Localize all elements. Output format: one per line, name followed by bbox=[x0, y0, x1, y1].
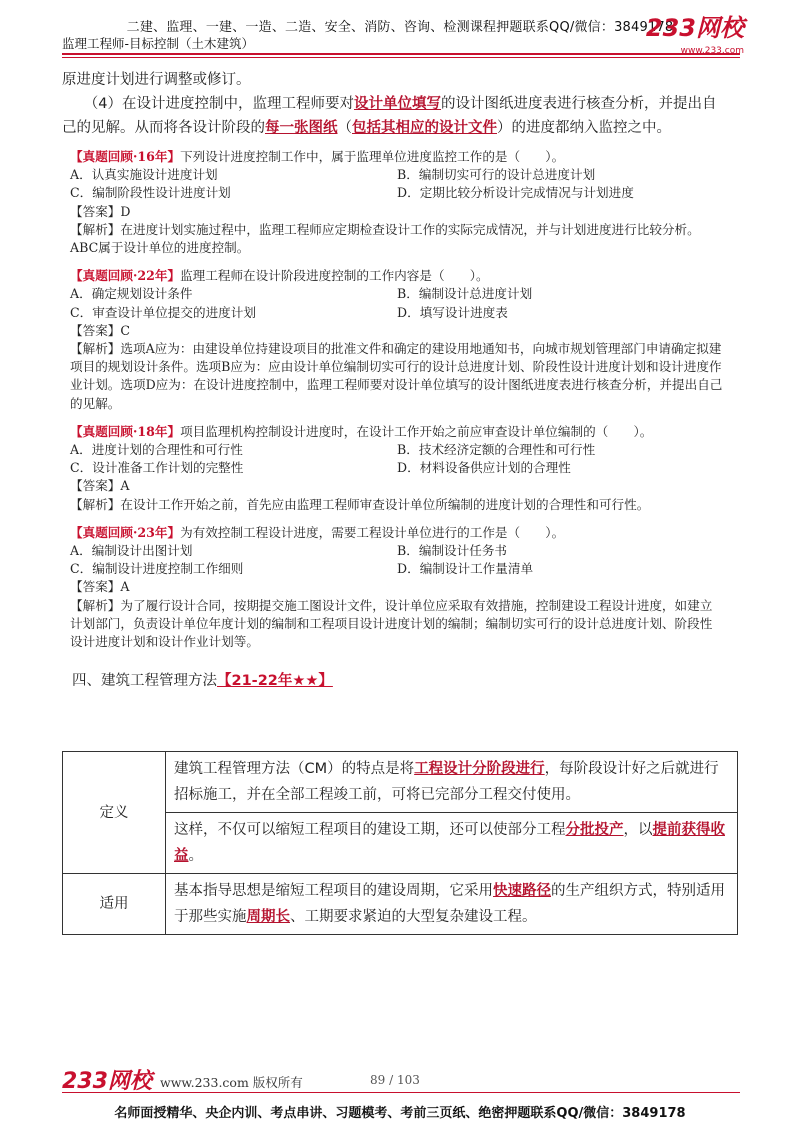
text: 建筑工程管理方法（CM）的特点是将 bbox=[174, 761, 415, 777]
table-cell bbox=[166, 813, 738, 874]
question-tag: 【真题回顾·23年】 bbox=[70, 524, 181, 540]
intro-paragraph bbox=[62, 92, 724, 140]
option: D．材料设备供应计划的合理性 bbox=[397, 460, 571, 476]
question-list bbox=[62, 148, 724, 651]
option: C．审查设计单位提交的进度计划 bbox=[70, 304, 256, 320]
emphasis: 提前获得收益 bbox=[174, 822, 725, 864]
footer-banner: 名师面授精华、央企内训、考点串讲、习题模考、考前三页纸、绝密押题联系QQ/微信：3849178 bbox=[114, 1106, 686, 1121]
option: C．设计准备工作计划的完整性 bbox=[70, 460, 244, 476]
answer: 【答案】C bbox=[70, 322, 131, 338]
row-label-usage: 适用 bbox=[63, 874, 166, 935]
emphasis: 包括其相应的设计文件 bbox=[352, 120, 497, 136]
analysis: 【解析】选项A应为：由建设单位持建设项目的批准文件和确定的建设用地通知书，向城市规划管理部门申请确定拟建项目的规划设计条件。选项B应为：应由设计单位编制切实可行的设计总进度计划、阶段性设计进度计划和设计进度作业计划。选项D应为：在设计进度控制中，监理工程师要对设计单位填写的设计图纸进度表进行核查分析，并提出自己的见解。 bbox=[70, 341, 723, 411]
header-divider bbox=[62, 53, 740, 55]
options-row bbox=[62, 166, 724, 184]
option: A．编制设计出图计划 bbox=[70, 543, 193, 559]
definition-table bbox=[62, 751, 738, 935]
text: ）的进度都纳入监控之中。 bbox=[497, 120, 671, 136]
question-tag: 【真题回顾·22年】 bbox=[70, 268, 181, 284]
question-stem: 下列设计进度控制工作中，属于监理单位进度监控工作的是（ ）。 bbox=[180, 149, 565, 164]
footer-divider bbox=[62, 1092, 740, 1093]
options-row bbox=[62, 441, 724, 459]
options-row bbox=[62, 560, 724, 578]
option: D．编制设计工作量清单 bbox=[397, 561, 534, 577]
option: C．编制设计进度控制工作细则 bbox=[70, 561, 244, 577]
brand-logo bbox=[646, 16, 744, 63]
text: 。 bbox=[188, 848, 203, 864]
section-title: 四、建筑工程管理方法 bbox=[72, 673, 217, 690]
text: （4）在设计进度控制中，监理工程师要对 bbox=[83, 96, 354, 112]
analysis: 【解析】在进度计划实施过程中，监理工程师应定期检查设计工作的实际完成情况，并与计划进度进行比较分析。ABC属于设计单位的进度控制。 bbox=[70, 221, 700, 256]
row-label-definition: 定义 bbox=[63, 752, 166, 874]
page-number: 89 / 103 bbox=[370, 1073, 420, 1087]
answer: 【答案】A bbox=[70, 579, 130, 595]
options-row bbox=[62, 542, 724, 560]
option: B．编制设计任务书 bbox=[397, 543, 508, 559]
option: D．填写设计进度表 bbox=[397, 304, 508, 320]
header-divider-thin bbox=[62, 57, 740, 58]
option: B．编制切实可行的设计总进度计划 bbox=[397, 167, 596, 183]
text: 基本指导思想是缩短工程项目的建设周期，它采用 bbox=[174, 883, 493, 899]
options-row bbox=[62, 459, 724, 477]
options-row bbox=[62, 304, 724, 322]
text: 这样，不仅可以缩短工程项目的建设工期，还可以使部分工程 bbox=[174, 822, 566, 838]
option: C．编制阶段性设计进度计划 bbox=[70, 185, 231, 201]
option: D．定期比较分析设计完成情况与计划进度 bbox=[397, 185, 634, 201]
header-banner: 二建、监理、一建、一造、二造、安全、消防、咨询、检测课程押题联系QQ/微信：3849178 bbox=[126, 20, 674, 35]
option: A．进度计划的合理性和可行性 bbox=[70, 442, 243, 458]
question-stem: 监理工程师在设计阶段进度控制的工作内容是（ ）。 bbox=[180, 268, 489, 284]
question-block bbox=[62, 267, 724, 413]
options-row bbox=[62, 285, 724, 303]
option: B．技术经济定额的合理性和可行性 bbox=[397, 442, 596, 458]
text: 的生产组织方式，特别适用于那些实施 bbox=[174, 883, 725, 925]
emphasis: 周期长 bbox=[246, 909, 290, 925]
table-row bbox=[63, 874, 738, 935]
table-cell bbox=[166, 752, 738, 813]
options-row bbox=[62, 184, 724, 202]
answer: 【答案】D bbox=[70, 203, 131, 219]
question-stem: 为有效控制工程设计进度，需要工程设计单位进行的工作是（ ）。 bbox=[180, 524, 565, 540]
analysis: 【解析】在设计工作开始之前，首先应由监理工程师审查设计单位所编制的进度计划的合理性和可行性。 bbox=[70, 496, 650, 512]
emphasis: 工程设计分阶段进行 bbox=[414, 761, 545, 777]
option: A．确定规划设计条件 bbox=[70, 286, 193, 302]
emphasis: 分批投产 bbox=[565, 822, 624, 838]
table-cell bbox=[166, 874, 738, 935]
answer: 【答案】A bbox=[70, 478, 130, 494]
question-tag: 【真题回顾·18年】 bbox=[70, 423, 181, 439]
text: （ bbox=[337, 120, 352, 136]
question-stem: 项目监理机构控制设计进度时，在设计工作开始之前应审查设计单位编制的（ ）。 bbox=[180, 423, 653, 439]
logo-url: www.233.com bbox=[680, 46, 744, 56]
emphasis: 每一张图纸 bbox=[265, 120, 338, 136]
page-content bbox=[62, 68, 724, 690]
question-block bbox=[62, 423, 724, 514]
text: ，每阶段设计好之后就进行招标施工，并在全部工程竣工前，可将已完部分工程交付使用。 bbox=[174, 761, 719, 803]
section-tag: 【21-22年★★】 bbox=[217, 673, 333, 690]
analysis: 【解析】为了履行设计合同，按期提交施工图设计文件，设计单位应采取有效措施，控制建设工程设计进度，如建立计划部门，负责设计单位年度计划的编制和工程项目设计进度计划的编制；编制切实可行的设计总进度计划、阶段性设计进度计划和设计作业计划等。 bbox=[70, 597, 713, 650]
footer-logo: 233网校 bbox=[62, 1069, 152, 1094]
table-row bbox=[63, 752, 738, 813]
section-heading bbox=[62, 669, 724, 690]
question-block bbox=[62, 148, 724, 257]
emphasis: 设计单位填写 bbox=[353, 96, 441, 112]
text: 、工期要求紧迫的大型复杂建设工程。 bbox=[290, 909, 537, 925]
text: ，以 bbox=[623, 822, 653, 838]
question-block bbox=[62, 524, 724, 651]
footer-copyright: www.233.com 版权所有 bbox=[160, 1075, 303, 1090]
text: 的设计图纸进度表进行核查分析，并提出自己的见解。从而将各设计阶段的 bbox=[62, 96, 717, 136]
question-tag: 【真题回顾·16年】 bbox=[70, 149, 181, 164]
intro-line: 原进度计划进行调整或修订。 bbox=[62, 72, 251, 88]
option: B．编制设计总进度计划 bbox=[397, 286, 533, 302]
logo-text: 233网校 bbox=[645, 14, 744, 42]
document-subtitle: 监理工程师-目标控制（土木建筑） bbox=[62, 36, 255, 51]
emphasis: 快速路径 bbox=[493, 883, 551, 899]
option: A．认真实施设计进度计划 bbox=[70, 167, 218, 183]
